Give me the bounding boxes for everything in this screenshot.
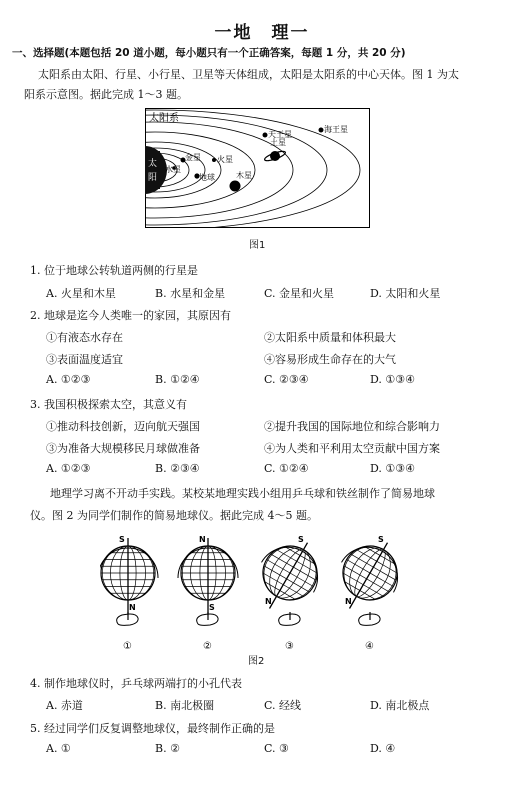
solar-system-diagram (145, 108, 370, 228)
q5-option-d[interactable]: D. ④ (370, 742, 396, 755)
globe-base (117, 614, 138, 625)
q4-option-b[interactable]: B. 南北极圈 (155, 699, 215, 712)
q2-option-c[interactable]: C. ②③④ (264, 373, 309, 386)
globe-top-pole-label: S (119, 535, 125, 544)
sun-label-2: 阳 (148, 173, 158, 183)
globe-bottom-pole-label: N (129, 603, 136, 612)
globe-number-label: ③ (285, 641, 294, 652)
label-jupiter: 木星 (236, 171, 252, 180)
figure2-caption: 图2 (248, 656, 265, 667)
globe-2 (178, 535, 238, 652)
globe-top-pole-label: S (298, 535, 304, 544)
planet-uranus (263, 133, 268, 138)
intro-text-line2: 阳系示意图。据此完成 1～3 题。 (24, 88, 188, 101)
q1-stem: 1. 位于地球公转轨道两侧的行星是 (30, 264, 198, 277)
globe-base (279, 614, 300, 625)
passage2-line2: 仪。图 2 为同学们制作的简易地球仪。据此完成 4～5 题。 (30, 509, 318, 522)
q4-option-d[interactable]: D. 南北极点 (370, 699, 430, 712)
q2-option-d[interactable]: D. ①③④ (370, 373, 416, 386)
sun-body (146, 151, 160, 189)
label-earth: 地球 (199, 173, 215, 182)
q3-item-4: ④为人类和平利用太空贡献中国方案 (264, 442, 440, 455)
q5-option-c[interactable]: C. ③ (264, 742, 289, 755)
q1-option-b[interactable]: B. 水星和金星 (155, 287, 226, 300)
label-neptune: 海王星 (324, 125, 348, 134)
q1-option-c[interactable]: C. 金星和火星 (264, 287, 335, 300)
label-uranus: 天王星 (268, 130, 292, 139)
q3-item-1: ①推动科技创新，迈向航天强国 (46, 420, 200, 433)
q1-option-d[interactable]: D. 太阳和火星 (370, 287, 441, 300)
q4-stem: 4. 制作地球仪时，乒乓球两端打的小孔代表 (30, 677, 242, 690)
globe-number-label: ④ (365, 641, 374, 652)
globe-top-pole-label: N (199, 535, 206, 544)
q2-option-a[interactable]: A. ①②③ (46, 373, 91, 386)
q3-item-2: ②提升我国的国际地位和综合影响力 (264, 420, 440, 433)
globe-top-pole-label: S (378, 535, 384, 544)
planet-jupiter (230, 181, 241, 192)
globe-number-label: ② (203, 641, 212, 652)
q5-option-a[interactable]: A. ① (46, 742, 71, 755)
globe-models-diagram (100, 527, 410, 652)
q4-option-a[interactable]: A. 赤道 (46, 699, 83, 712)
q1-option-a[interactable]: A. 火星和木星 (46, 287, 116, 300)
planet-neptune (319, 128, 324, 133)
q2-item-4: ④容易形成生命存在的大气 (264, 353, 396, 366)
q2-stem: 2. 地球是迄今人类唯一的家园，其原因有 (30, 309, 231, 322)
sun-label-1: 太 (148, 159, 158, 169)
q3-stem: 3. 我国积极探索太空，其意义有 (30, 398, 187, 411)
q3-option-b[interactable]: B. ②③④ (155, 462, 200, 475)
q3-item-3: ③为准备大规模移民月球做准备 (46, 442, 200, 455)
q2-item-2: ②太阳系中质量和体积最大 (264, 331, 396, 344)
page-title: 一地 理一 (214, 23, 310, 43)
q2-option-b[interactable]: B. ①②④ (155, 373, 200, 386)
diagram-box-label: 太阳系 (149, 113, 179, 124)
q3-option-a[interactable]: A. ①②③ (46, 462, 91, 475)
intro-text-line1: 太阳系由太阳、行星、小行星、卫星等天体组成，太阳是太阳系的中心天体。图 1 为太 (38, 68, 459, 81)
globe-bottom-pole-label: N (345, 597, 352, 606)
section-heading: 一、选择题(本题包括 20 道小题，每小题只有一个正确答案，每题 1 分，共 20 分) (12, 47, 406, 59)
passage2-line1: 地理学习离不开动手实践。某校某地理实践小组用乒乓球和铁丝制作了简易地球 (50, 487, 435, 500)
q5-stem: 5. 经过同学们反复调整地球仪，最终制作正确的是 (30, 722, 275, 735)
q3-option-d[interactable]: D. ①③④ (370, 462, 416, 475)
globe-bottom-pole-label: N (265, 597, 272, 606)
planet-mars (212, 158, 216, 162)
globe-3 (244, 528, 334, 652)
q3-option-c[interactable]: C. ①②④ (264, 462, 309, 475)
figure1-caption: 图1 (249, 240, 266, 251)
globe-base (197, 614, 218, 625)
q2-item-3: ③表面温度适宜 (46, 353, 123, 366)
globe-1 (100, 535, 158, 652)
label-venus: 金星 (185, 153, 201, 162)
q2-item-1: ①有液态水存在 (46, 331, 123, 344)
label-mars: 火星 (217, 155, 233, 164)
q4-option-c[interactable]: C. 经线 (264, 699, 302, 712)
globe-base (359, 614, 380, 625)
globe-bottom-pole-label: S (209, 603, 215, 612)
q5-option-b[interactable]: B. ② (155, 742, 180, 755)
globe-4 (324, 528, 410, 652)
label-mercury: 水星 (165, 165, 181, 174)
globes-group (100, 528, 410, 652)
globe-number-label: ① (123, 641, 132, 652)
label-saturn: 土星 (270, 138, 286, 147)
